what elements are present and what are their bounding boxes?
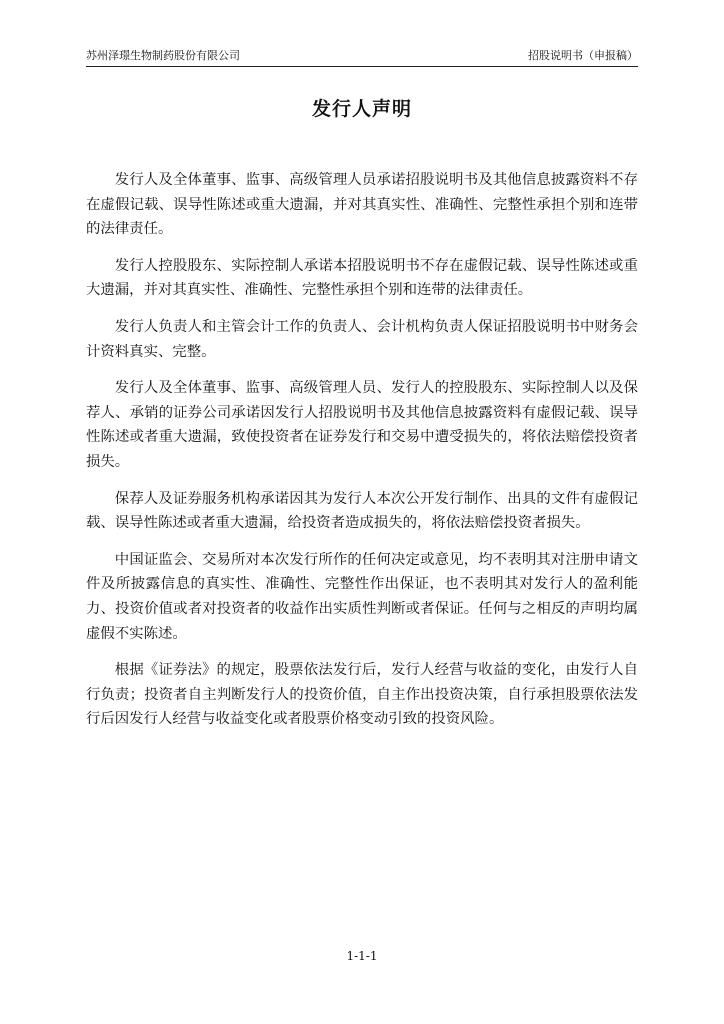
paragraph-sponsor-commitment: 保荐人及证券服务机构承诺因其为发行人本次公开发行制作、出具的文件有虚假记载、误导性陈述或者重大遗漏，给投资者造成损失的，将依法赔偿投资者损失。: [86, 490, 638, 532]
paragraph-compensation-commitment: 发行人及全体董事、监事、高级管理人员、发行人的控股股东、实际控制人以及保荐人、承销的证券公司承诺因发行人招股说明书及其他信息披露资料有虚假记载、误导性陈述或者重大遗漏，致使投资者在证券发行和交易中遭受损失的，将依法赔偿投资者损失。: [86, 380, 638, 470]
paragraph-controlling-shareholder-commitment: 发行人控股股东、实际控制人承诺本招股说明书不存在虚假记载、误导性陈述或重大遗漏，并对其真实性、准确性、完整性承担个别和连带的法律责任。: [86, 257, 638, 299]
page-header: [86, 48, 638, 64]
header-document-type: 招股说明书（申报稿）: [528, 49, 638, 62]
paragraph-investment-risk: 根据《证券法》的规定，股票依法发行后，发行人经营与收益的变化，由发行人自行负责；投资者自主判断发行人的投资价值，自主作出投资决策，自行承担股票依法发行后因发行人经营与收益变化或者股票价格变动引致的投资风险。: [86, 662, 638, 728]
header-divider: [86, 66, 638, 67]
page-number: 1-1-1: [346, 949, 378, 963]
paragraph-financial-accuracy: 发行人负责人和主管会计工作的负责人、会计机构负责人保证招股说明书中财务会计资料真实、完整。: [86, 318, 638, 360]
declaration-body: [86, 168, 638, 744]
paragraph-regulator-disclaimer: 中国证监会、交易所对本次发行所作的任何决定或意见，均不表明其对注册申请文件及所披露信息的真实性、准确性、完整性作出保证，也不表明其对发行人的盈利能力、投资价值或者对投资者的收益作出实质性判断或者保证。任何与之相反的声明均属虚假不实陈述。: [86, 551, 638, 642]
page-title: 发行人声明: [311, 98, 412, 120]
paragraph-directors-commitment: 发行人及全体董事、监事、高级管理人员承诺招股说明书及其他信息披露资料不存在虚假记载、误导性陈述或重大遗漏，并对其真实性、准确性、完整性承担个别和连带的法律责任。: [86, 172, 638, 238]
header-company-name: 苏州泽璟生物制药股份有限公司: [86, 49, 240, 62]
